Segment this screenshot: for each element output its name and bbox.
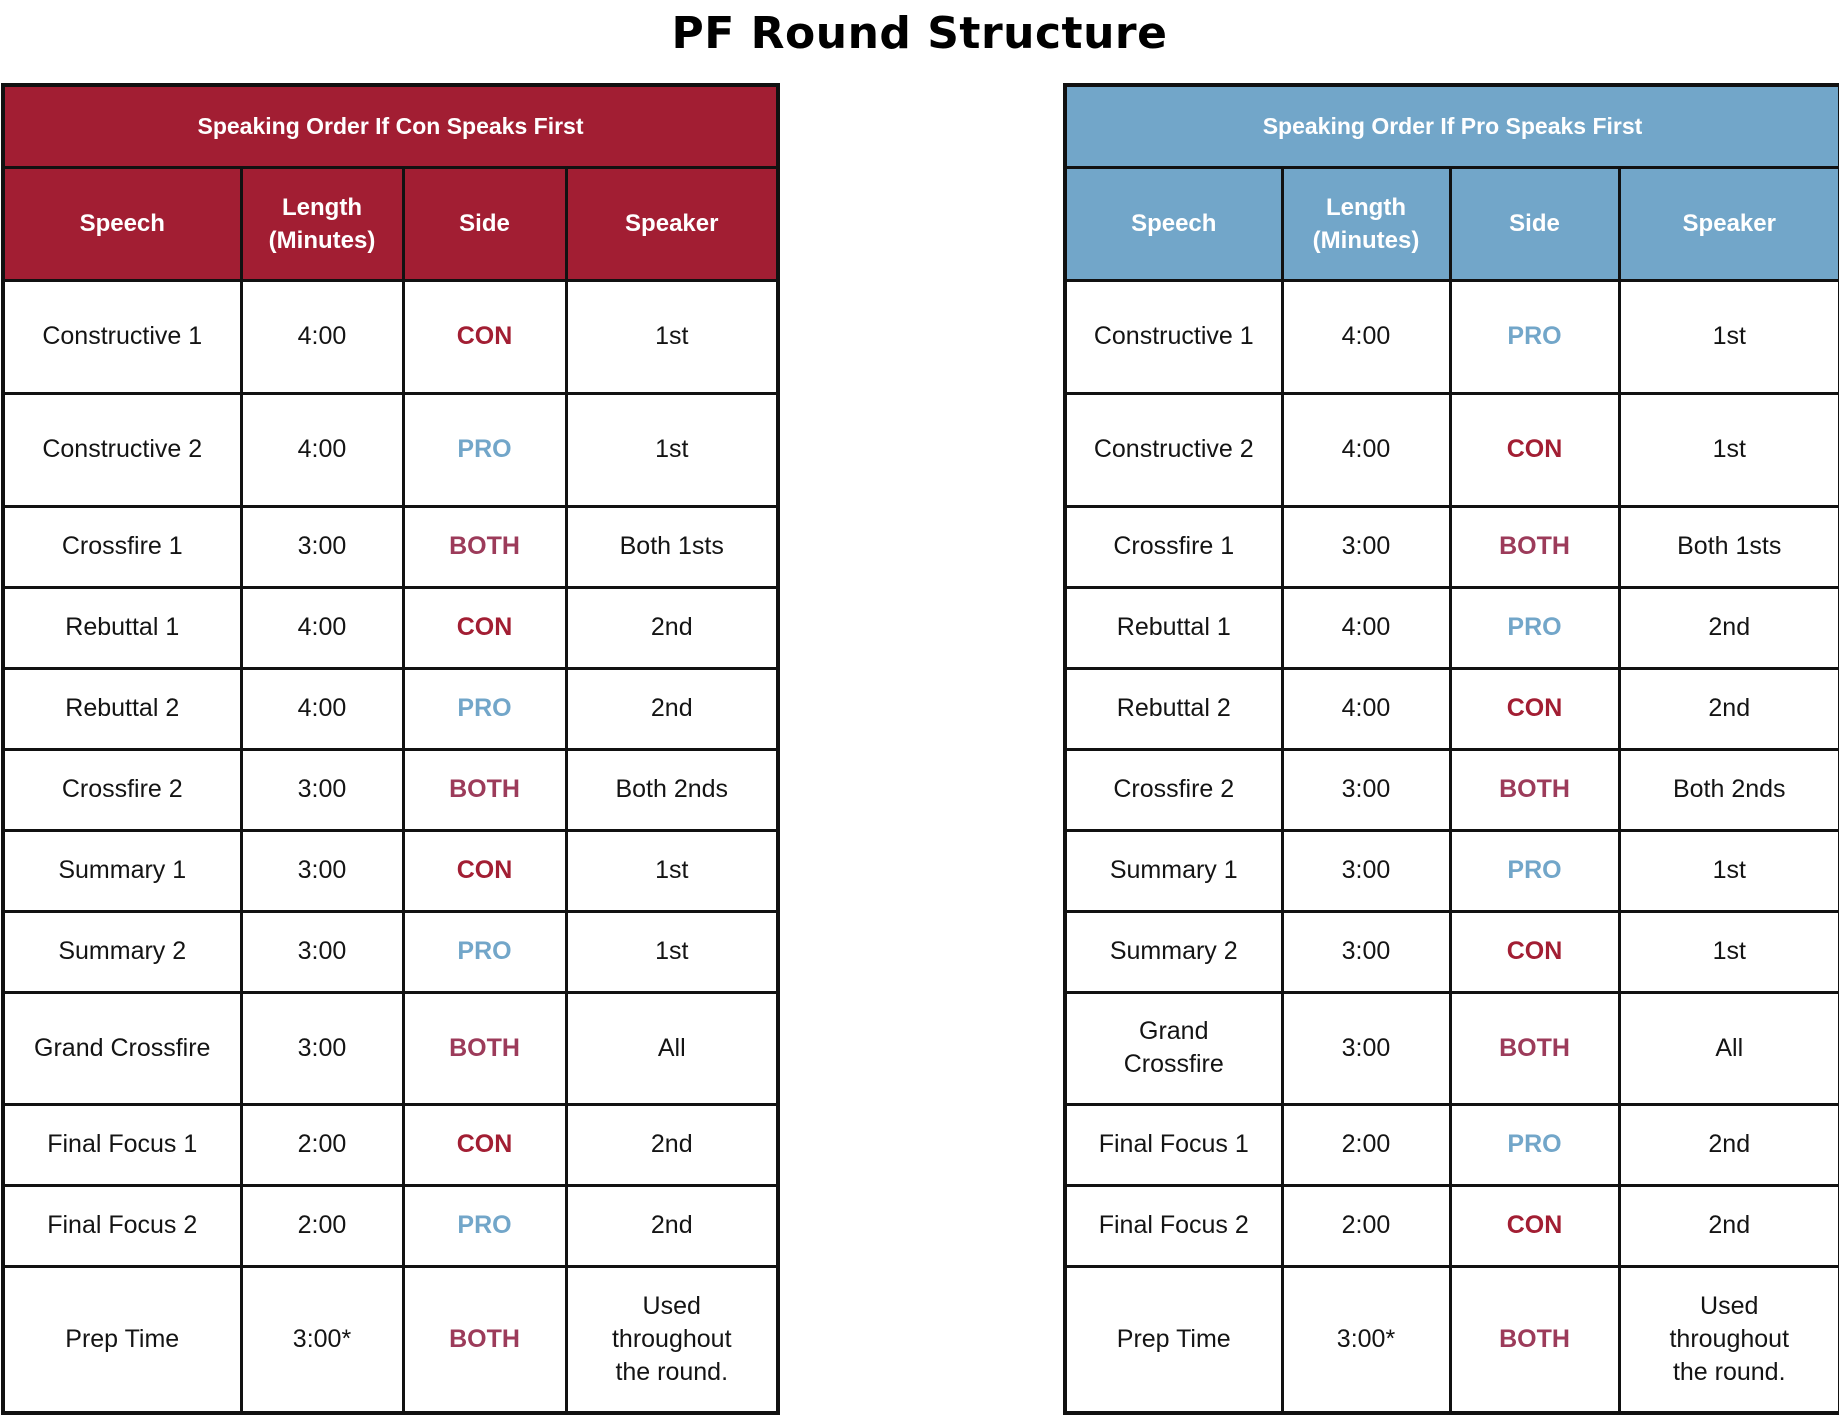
side-cell: CON	[403, 587, 566, 668]
table-row	[3, 506, 778, 587]
table-row	[1065, 1185, 1839, 1266]
side-cell: BOTH	[403, 749, 566, 830]
length-cell: 2:00	[241, 1185, 403, 1266]
speaker-cell: Used throughout the round.	[566, 1266, 778, 1413]
speech-cell: Constructive 1	[3, 280, 241, 393]
speaker-cell: 2nd	[566, 668, 778, 749]
table-row	[1065, 1266, 1839, 1413]
length-cell: 3:00	[241, 506, 403, 587]
length-cell: 4:00	[1282, 280, 1450, 393]
length-cell: 4:00	[1282, 587, 1450, 668]
header-speech: Speech	[1065, 167, 1282, 280]
speech-cell: Summary 1	[1065, 830, 1282, 911]
side-cell: CON	[403, 1104, 566, 1185]
side-cell: PRO	[403, 668, 566, 749]
header-side: Side	[403, 167, 566, 280]
side-cell: CON	[403, 280, 566, 393]
speaker-cell: 1st	[1619, 830, 1839, 911]
speech-cell: Constructive 2	[3, 393, 241, 506]
table-row	[1065, 668, 1839, 749]
table-row	[3, 911, 778, 992]
length-cell: 3:00	[1282, 992, 1450, 1104]
table-row	[3, 992, 778, 1104]
side-cell: PRO	[403, 1185, 566, 1266]
side-cell: BOTH	[1450, 506, 1619, 587]
length-cell: 4:00	[241, 393, 403, 506]
side-cell: CON	[1450, 393, 1619, 506]
length-cell: 4:00	[241, 668, 403, 749]
table-row	[3, 749, 778, 830]
length-cell: 3:00	[1282, 830, 1450, 911]
table-row	[3, 830, 778, 911]
speech-cell: Prep Time	[3, 1266, 241, 1413]
side-cell: PRO	[403, 393, 566, 506]
length-cell: 3:00	[241, 830, 403, 911]
speaker-cell: All	[1619, 992, 1839, 1104]
speaker-cell: Both 1sts	[1619, 506, 1839, 587]
speech-cell: Summary 2	[3, 911, 241, 992]
table-row	[1065, 506, 1839, 587]
table-row	[1065, 587, 1839, 668]
side-cell: BOTH	[403, 506, 566, 587]
speaker-cell: 2nd	[566, 1104, 778, 1185]
length-cell: 4:00	[241, 587, 403, 668]
table-banner: Speaking Order If Con Speaks First	[3, 85, 778, 167]
length-cell: 2:00	[1282, 1104, 1450, 1185]
side-cell: CON	[403, 830, 566, 911]
length-cell: 3:00	[1282, 506, 1450, 587]
speaker-cell: 1st	[566, 280, 778, 393]
speaker-cell: Both 2nds	[566, 749, 778, 830]
header-side: Side	[1450, 167, 1619, 280]
length-cell: 4:00	[1282, 668, 1450, 749]
table-row	[3, 1104, 778, 1185]
side-cell: PRO	[403, 911, 566, 992]
speech-cell: Crossfire 1	[3, 506, 241, 587]
length-cell: 4:00	[1282, 393, 1450, 506]
speaker-cell: 2nd	[1619, 668, 1839, 749]
con-first-table	[1, 83, 780, 1415]
table-row	[3, 1185, 778, 1266]
side-cell: PRO	[1450, 587, 1619, 668]
header-speaker: Speaker	[1619, 167, 1839, 280]
speech-cell: Final Focus 1	[3, 1104, 241, 1185]
side-cell: CON	[1450, 1185, 1619, 1266]
length-cell: 3:00	[241, 749, 403, 830]
length-cell: 2:00	[241, 1104, 403, 1185]
speech-cell: Final Focus 2	[3, 1185, 241, 1266]
table-row	[3, 587, 778, 668]
side-cell: BOTH	[403, 1266, 566, 1413]
speaker-cell: 2nd	[1619, 587, 1839, 668]
header-speech: Speech	[3, 167, 241, 280]
side-cell: CON	[1450, 911, 1619, 992]
speaker-cell: 1st	[566, 393, 778, 506]
speech-cell: Crossfire 2	[3, 749, 241, 830]
speech-cell: Final Focus 2	[1065, 1185, 1282, 1266]
table-row	[3, 668, 778, 749]
length-cell: 3:00	[1282, 749, 1450, 830]
speaker-cell: 2nd	[566, 1185, 778, 1266]
speech-cell: Constructive 1	[1065, 280, 1282, 393]
speech-cell: Constructive 2	[1065, 393, 1282, 506]
length-cell: 3:00*	[1282, 1266, 1450, 1413]
speaker-cell: Both 1sts	[566, 506, 778, 587]
speaker-cell: 1st	[566, 911, 778, 992]
speech-cell: Summary 2	[1065, 911, 1282, 992]
length-cell: 3:00	[241, 911, 403, 992]
speech-cell: Final Focus 1	[1065, 1104, 1282, 1185]
speech-cell: Grand Crossfire	[3, 992, 241, 1104]
side-cell: BOTH	[1450, 992, 1619, 1104]
side-cell: BOTH	[1450, 749, 1619, 830]
speaker-cell: 2nd	[1619, 1104, 1839, 1185]
speaker-cell: 1st	[1619, 280, 1839, 393]
speech-cell: Rebuttal 2	[1065, 668, 1282, 749]
table-row	[3, 393, 778, 506]
table-row	[3, 280, 778, 393]
side-cell: BOTH	[403, 992, 566, 1104]
table-body	[1065, 280, 1839, 1413]
table-row	[1065, 830, 1839, 911]
side-cell: PRO	[1450, 1104, 1619, 1185]
table-row	[1065, 749, 1839, 830]
speech-cell: Rebuttal 2	[3, 668, 241, 749]
table-row	[3, 1266, 778, 1413]
table-row	[1065, 992, 1839, 1104]
table-row	[1065, 393, 1839, 506]
speech-cell: Grand Crossfire	[1065, 992, 1282, 1104]
length-cell: 4:00	[241, 280, 403, 393]
speech-cell: Rebuttal 1	[1065, 587, 1282, 668]
speech-cell: Crossfire 2	[1065, 749, 1282, 830]
speaker-cell: 2nd	[566, 587, 778, 668]
table-banner: Speaking Order If Pro Speaks First	[1065, 85, 1839, 167]
page-title: PF Round Structure	[671, 8, 1168, 59]
table-body	[3, 280, 778, 1413]
side-cell: CON	[1450, 668, 1619, 749]
speech-cell: Crossfire 1	[1065, 506, 1282, 587]
table-row	[1065, 1104, 1839, 1185]
speaker-cell: 1st	[1619, 393, 1839, 506]
length-cell: 3:00*	[241, 1266, 403, 1413]
speech-cell: Rebuttal 1	[3, 587, 241, 668]
speaker-cell: Both 2nds	[1619, 749, 1839, 830]
speech-cell: Prep Time	[1065, 1266, 1282, 1413]
speaker-cell: All	[566, 992, 778, 1104]
speaker-cell: Used throughout the round.	[1619, 1266, 1839, 1413]
side-cell: BOTH	[1450, 1266, 1619, 1413]
side-cell: PRO	[1450, 830, 1619, 911]
speech-cell: Summary 1	[3, 830, 241, 911]
speaker-cell: 1st	[566, 830, 778, 911]
header-length: Length (Minutes)	[241, 167, 403, 280]
speaker-cell: 1st	[1619, 911, 1839, 992]
header-speaker: Speaker	[566, 167, 778, 280]
length-cell: 3:00	[241, 992, 403, 1104]
table-row	[1065, 280, 1839, 393]
header-length: Length (Minutes)	[1282, 167, 1450, 280]
pro-first-table	[1063, 83, 1839, 1415]
speaker-cell: 2nd	[1619, 1185, 1839, 1266]
table-row	[1065, 911, 1839, 992]
length-cell: 3:00	[1282, 911, 1450, 992]
side-cell: PRO	[1450, 280, 1619, 393]
length-cell: 2:00	[1282, 1185, 1450, 1266]
